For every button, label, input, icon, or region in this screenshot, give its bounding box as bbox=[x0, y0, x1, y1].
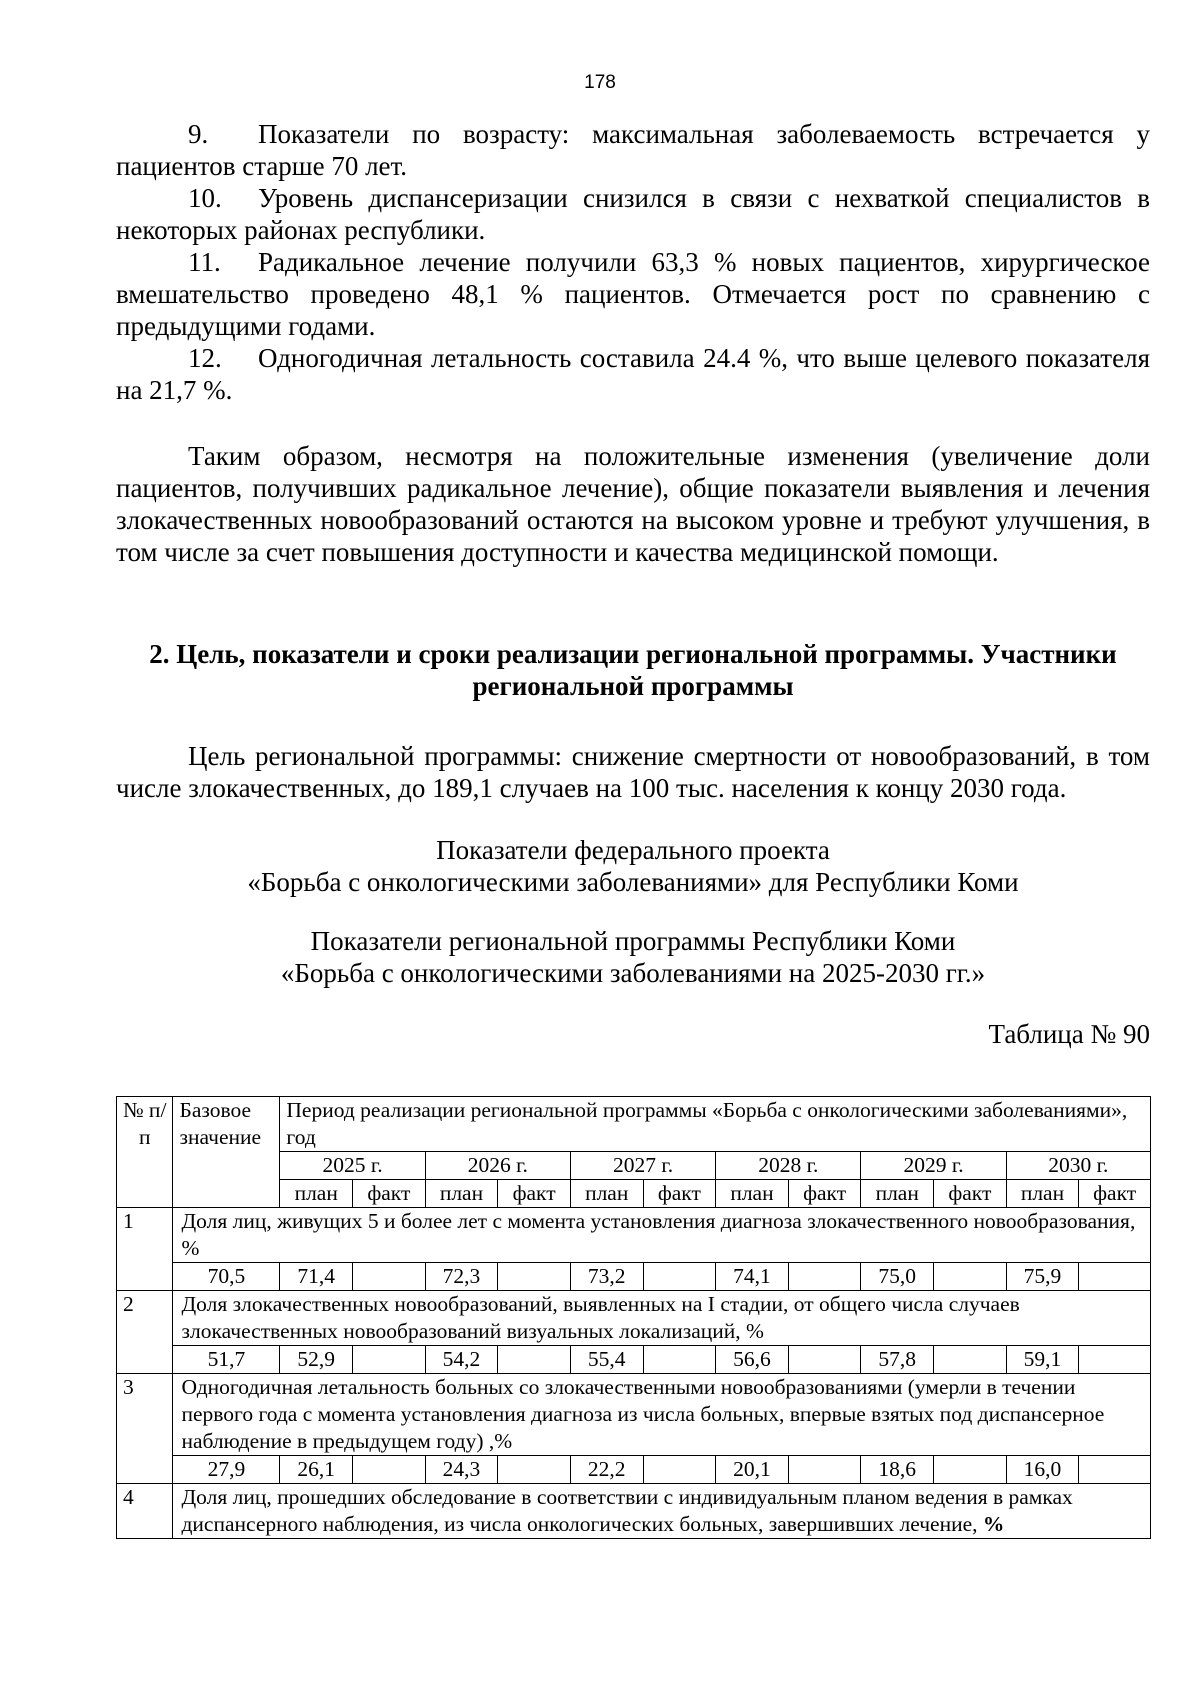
year-cell: 2025 г. bbox=[280, 1152, 425, 1180]
goal-block bbox=[116, 740, 1150, 804]
fact-value bbox=[788, 1456, 861, 1484]
plan-value: 54,2 bbox=[425, 1346, 498, 1374]
fact-value bbox=[498, 1346, 571, 1374]
regional-title bbox=[116, 925, 1150, 989]
plan-value: 55,4 bbox=[570, 1346, 643, 1374]
regional-title-line1: Показатели региональной программы Республики Коми bbox=[310, 926, 956, 956]
table-row bbox=[117, 1208, 1151, 1263]
table-row bbox=[117, 1374, 1151, 1456]
plan-value: 26,1 bbox=[280, 1456, 353, 1484]
fact-value bbox=[353, 1346, 426, 1374]
fact-value bbox=[643, 1456, 716, 1484]
plan-header: план bbox=[861, 1180, 934, 1208]
findings-list bbox=[116, 118, 1150, 406]
plan-value: 59,1 bbox=[1006, 1346, 1079, 1374]
plan-value: 18,6 bbox=[861, 1456, 934, 1484]
item-text: Одногодичная летальность составила 24.4 %, что выше целевого показателя на 21,7 %. bbox=[116, 343, 1150, 405]
plan-value: 73,2 bbox=[570, 1263, 643, 1291]
page-number: 178 bbox=[584, 72, 616, 93]
list-item bbox=[116, 342, 1150, 406]
conclusion-paragraph: Таким образом, несмотря на положительные изменения (увеличение доли пациентов, получивших радикальное лечение), общие показатели выявления и лечения злокачественных новообразований остаются на высоком уровне и требуют улучшения, в том числе за счет повышения доступности и качества медицинской помощи. bbox=[116, 441, 1150, 567]
section-heading-line1: 2. Цель, показатели и сроки реализации региональной программы. Участники bbox=[149, 639, 1117, 669]
indicators-table bbox=[116, 1096, 1151, 1539]
federal-title bbox=[116, 834, 1150, 898]
list-item bbox=[116, 246, 1150, 342]
federal-title-line2: «Борьба с онкологическими заболеваниями» для Республики Коми bbox=[247, 867, 1019, 897]
fact-header: факт bbox=[788, 1180, 861, 1208]
plan-value: 16,0 bbox=[1006, 1456, 1079, 1484]
row-number: 2 bbox=[117, 1291, 173, 1374]
fact-header: факт bbox=[1079, 1180, 1151, 1208]
conclusion-block bbox=[116, 440, 1150, 568]
fact-header: факт bbox=[498, 1180, 571, 1208]
fact-value bbox=[934, 1346, 1007, 1374]
plan-header: план bbox=[716, 1180, 789, 1208]
item-text: Уровень диспансеризации снизился в связи с нехваткой специалистов в некоторых районах республики. bbox=[116, 183, 1150, 245]
fact-header: факт bbox=[353, 1180, 426, 1208]
list-item bbox=[116, 182, 1150, 246]
table-row-values bbox=[117, 1456, 1151, 1484]
table-row bbox=[117, 1291, 1151, 1346]
fact-header: факт bbox=[934, 1180, 1007, 1208]
row-description: Доля лиц, живущих 5 и более лет с момента установления диагноза злокачественного новообразования, % bbox=[173, 1208, 1151, 1263]
plan-header: план bbox=[425, 1180, 498, 1208]
item-number: 12. bbox=[188, 343, 222, 373]
fact-value bbox=[1079, 1346, 1151, 1374]
fact-value bbox=[934, 1456, 1007, 1484]
fact-value bbox=[643, 1263, 716, 1291]
plan-value: 52,9 bbox=[280, 1346, 353, 1374]
list-item bbox=[116, 118, 1150, 182]
table-label-block bbox=[116, 1018, 1150, 1050]
fact-value bbox=[934, 1263, 1007, 1291]
item-text: Радикальное лечение получили 63,3 % новых пациентов, хирургическое вмешательство проведено 48,1 % пациентов. Отмечается рост по сравнению с предыдущими годами. bbox=[116, 247, 1150, 341]
fact-value bbox=[788, 1346, 861, 1374]
fact-value bbox=[353, 1263, 426, 1291]
table-row-values bbox=[117, 1263, 1151, 1291]
plan-header: план bbox=[280, 1180, 353, 1208]
plan-value: 71,4 bbox=[280, 1263, 353, 1291]
base-value: 70,5 bbox=[173, 1263, 280, 1291]
row-number: 1 bbox=[117, 1208, 173, 1291]
section-heading-line2: региональной программы bbox=[472, 671, 794, 701]
plan-value: 57,8 bbox=[861, 1346, 934, 1374]
plan-value: 24,3 bbox=[425, 1456, 498, 1484]
base-value: 51,7 bbox=[173, 1346, 280, 1374]
year-cell: 2029 г. bbox=[861, 1152, 1006, 1180]
item-number: 9. bbox=[188, 119, 209, 149]
item-text: Показатели по возрасту: максимальная заболеваемость встречается у пациентов старше 70 лет. bbox=[116, 119, 1150, 181]
row-description: Доля злокачественных новообразований, выявленных на I стадии, от общего числа случаев злокачественных новообразований визуальных локализаций, % bbox=[173, 1291, 1151, 1346]
fact-value bbox=[498, 1263, 571, 1291]
plan-header: план bbox=[570, 1180, 643, 1208]
item-number: 10. bbox=[188, 183, 222, 213]
year-cell: 2026 г. bbox=[425, 1152, 570, 1180]
row-description-unit: % bbox=[982, 1512, 1005, 1536]
plan-value: 75,0 bbox=[861, 1263, 934, 1291]
header-base: Базовое значение bbox=[173, 1097, 280, 1208]
fact-value bbox=[788, 1263, 861, 1291]
fact-value bbox=[1079, 1456, 1151, 1484]
row-description-cell bbox=[173, 1484, 1151, 1539]
header-num: № п/п bbox=[117, 1097, 173, 1208]
fact-value bbox=[498, 1456, 571, 1484]
plan-value: 74,1 bbox=[716, 1263, 789, 1291]
base-value: 27,9 bbox=[173, 1456, 280, 1484]
row-number: 3 bbox=[117, 1374, 173, 1484]
table-row bbox=[117, 1484, 1151, 1539]
year-cell: 2027 г. bbox=[570, 1152, 715, 1180]
fact-value bbox=[643, 1346, 716, 1374]
section-heading bbox=[116, 638, 1150, 702]
plan-value: 72,3 bbox=[425, 1263, 498, 1291]
row-number: 4 bbox=[117, 1484, 173, 1539]
row-description: Доля лиц, прошедших обследование в соответствии с индивидуальным планом ведения в рамках диспансерного наблюдения, из числа онкологических больных, завершивших лечение, bbox=[181, 1485, 1073, 1536]
plan-value: 56,6 bbox=[716, 1346, 789, 1374]
year-cell: 2028 г. bbox=[716, 1152, 861, 1180]
regional-title-line2: «Борьба с онкологическими заболеваниями на 2025-2030 гг.» bbox=[280, 958, 986, 988]
table-row-values bbox=[117, 1346, 1151, 1374]
plan-header: план bbox=[1006, 1180, 1079, 1208]
plan-value: 22,2 bbox=[570, 1456, 643, 1484]
row-description: Одногодичная летальность больных со злокачественными новообразованиями (умерли в течении первого года с момента установления диагноза из числа больных, впервые взятых под диспансерное наблюдение в предыдущем году) ,% bbox=[173, 1374, 1151, 1456]
fact-header: факт bbox=[643, 1180, 716, 1208]
plan-value: 20,1 bbox=[716, 1456, 789, 1484]
item-number: 11. bbox=[188, 247, 221, 277]
header-row-title bbox=[117, 1097, 1151, 1152]
table-label: Таблица № 90 bbox=[988, 1019, 1150, 1049]
federal-title-line1: Показатели федерального проекта bbox=[436, 835, 830, 865]
year-cell: 2030 г. bbox=[1006, 1152, 1150, 1180]
plan-value: 75,9 bbox=[1006, 1263, 1079, 1291]
fact-value bbox=[353, 1456, 426, 1484]
goal-paragraph: Цель региональной программы: снижение смертности от новообразований, в том числе злокачественных, до 189,1 случаев на 100 тыс. населения к концу 2030 года. bbox=[116, 741, 1150, 803]
fact-value bbox=[1079, 1263, 1151, 1291]
header-period: Период реализации региональной программы «Борьба с онкологическими заболеваниями», год bbox=[280, 1097, 1151, 1152]
